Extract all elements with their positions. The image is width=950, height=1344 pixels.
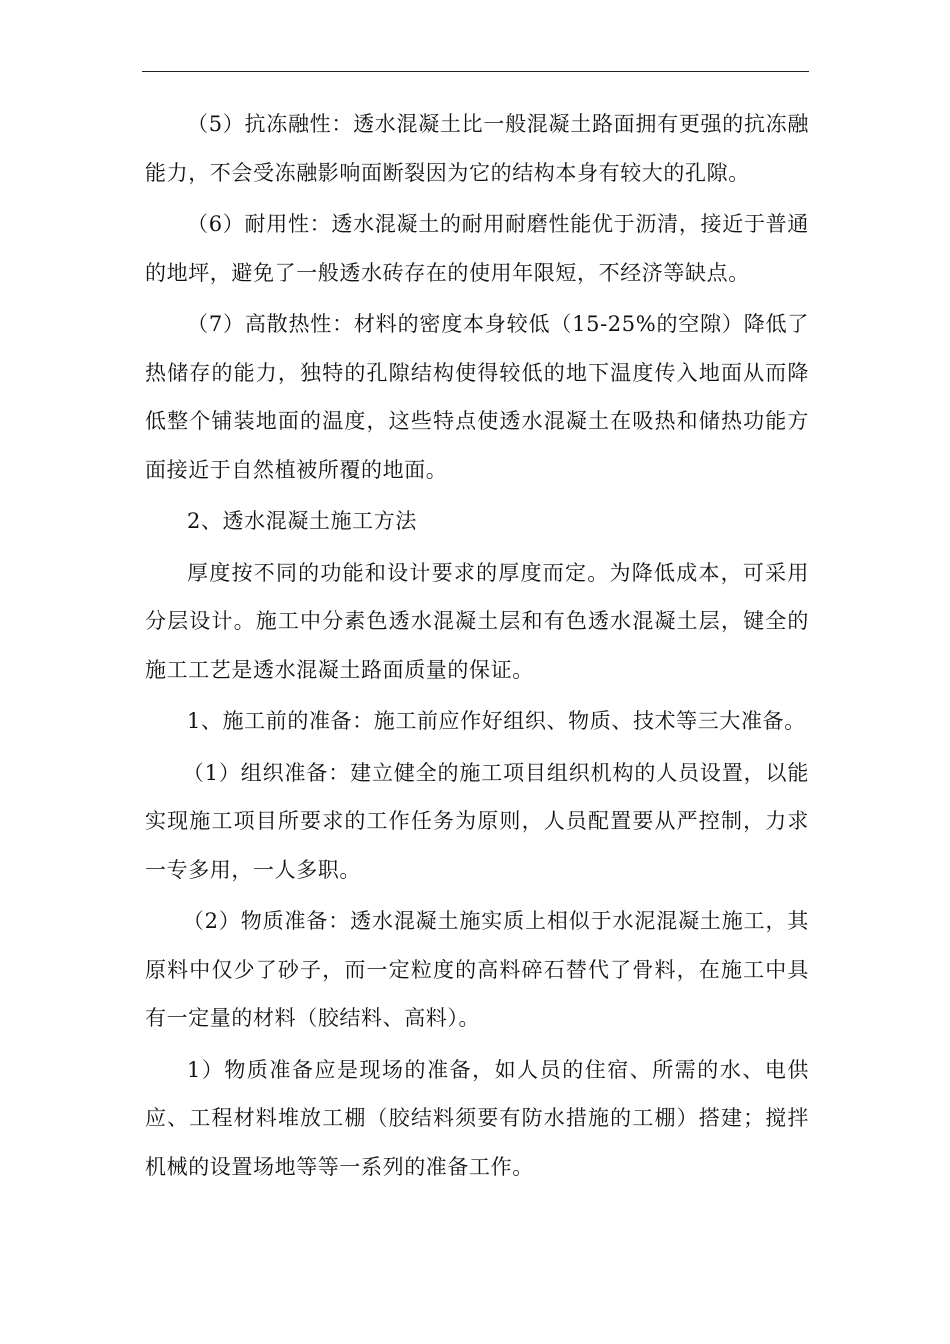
document-body (145, 100, 809, 1194)
paragraph-site-prep: 1）物质准备应是现场的准备，如人员的住宿、所需的水、电供应、工程材料堆放工棚（胶结料须要有防水措施的工棚）搭建；搅拌机械的设置场地等等一系列的准备工作。 (145, 1057, 809, 1179)
paragraph-organization-prep: （1）组织准备：建立健全的施工项目组织机构的人员设置，以能实现施工项目所要求的工作任务为原则，人员配置要从严控制，力求一专多用，一人多职。 (145, 760, 809, 882)
header-rule (142, 71, 809, 72)
section-heading-construction-method: 2、透水混凝土施工方法 (187, 509, 417, 533)
paragraph-durability: （6）耐用性：透水混凝土的耐用耐磨性能优于沥清，接近于普通的地坪，避免了一般透水砖存在的使用年限短，不经济等缺点。 (145, 212, 809, 285)
paragraph-frost-resistance: （5）抗冻融性：透水混凝土比一般混凝土路面拥有更强的抗冻融能力，不会受冻融影响面断裂因为它的结构本身有较大的孔隙。 (145, 112, 809, 185)
paragraph-thickness: 厚度按不同的功能和设计要求的厚度而定。为降低成本，可采用分层设计。施工中分素色透水混凝土层和有色透水混凝土层，键全的施工工艺是透水混凝土路面质量的保证。 (145, 560, 809, 682)
paragraph-preparation: 1、施工前的准备：施工前应作好组织、物质、技术等三大准备。 (187, 709, 806, 733)
paragraph-heat-dissipation: （7）高散热性：材料的密度本身较低（15-25%的空隙）降低了热储存的能力，独特的孔隙结构使得较低的地下温度传入地面从而降低整个铺装地面的温度，这些特点使透水混凝土在吸热和储热功能方面接近于自然植被所覆的地面。 (145, 312, 809, 482)
paragraph-material-prep: （2）物质准备：透水混凝土施实质上相似于水泥混凝土施工，其原料中仅少了砂子，而一定粒度的高料碎石替代了骨料，在施工中具有一定量的材料（胶结料、高料）。 (145, 909, 809, 1030)
